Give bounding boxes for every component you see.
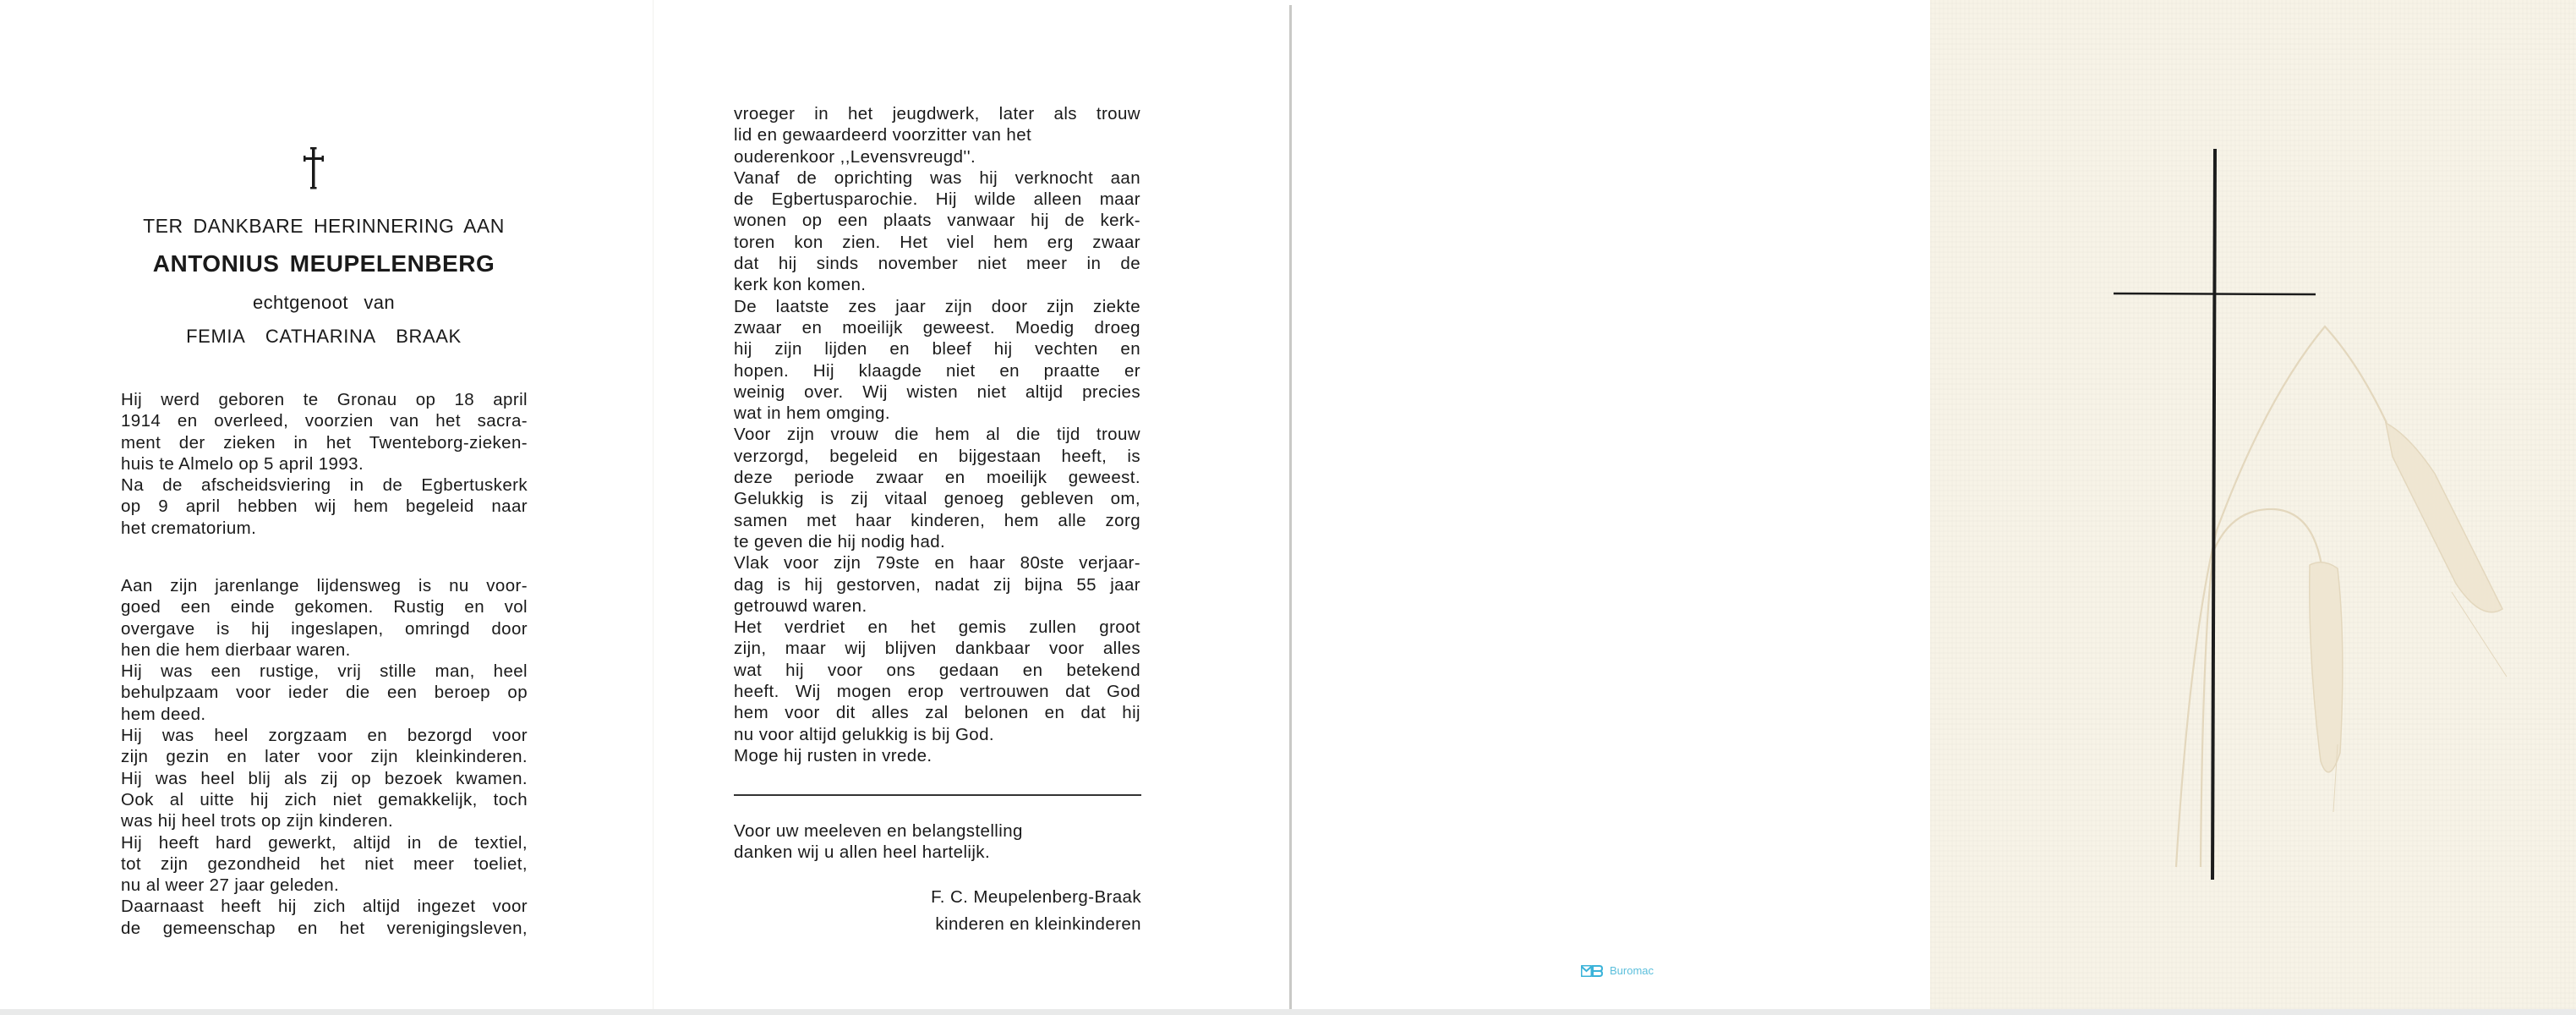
text-line: te geven die hij nodig had. xyxy=(734,531,946,551)
text-line: tot zijn gezondheid het niet meer toeliet, xyxy=(121,853,528,874)
text-line: Aan zijn jarenlange lijdensweg is nu voor- xyxy=(121,576,528,595)
text-line: wat hij voor ons gedaan en betekend xyxy=(734,660,1140,680)
text-line: 1914 en overleed, voorzien van het sacra- xyxy=(121,411,528,431)
text-line: dat hij sinds november niet meer in de xyxy=(734,254,1140,274)
text-line: Na de afscheidsviering in de Egbertuskerk xyxy=(121,475,528,496)
text-line: Voor zijn vrouw die hem al die tijd trouw xyxy=(734,425,1140,445)
text-line: De laatste zes jaar zijn door zijn ziekte xyxy=(734,296,1140,316)
text-line: ouderenkoor ,,Levensvreugd''. xyxy=(734,146,976,167)
text-line: verzorgd, begeleid en bijgestaan heeft, is xyxy=(734,446,1140,466)
text-line: getrouwd waren. xyxy=(734,595,867,616)
text-line: huis te Almelo op 5 april 1993. xyxy=(121,453,364,474)
text-line: op 9 april hebben wij hem begeleid naar xyxy=(121,497,528,517)
scan-edge xyxy=(0,1009,2576,1015)
text-line: ment der zieken in het Twenteborg-zieken- xyxy=(121,432,528,453)
text-line: wonen op een plaats vanwaar hij de kerk- xyxy=(734,211,1140,231)
text-line: behulpzaam voor ieder die een beroep op xyxy=(121,683,528,703)
remembrance-text xyxy=(121,575,528,939)
text-line: deze periode zwaar en moeilijk geweest. xyxy=(734,468,1140,488)
text-line: het crematorium. xyxy=(121,518,257,538)
text-line: danken wij u allen heel hartelijk. xyxy=(734,842,991,863)
deceased-name: ANTONIUS MEUPELENBERG xyxy=(152,250,495,277)
text-line: Hij werd geboren te Gronau op 18 april xyxy=(121,390,528,409)
text-line: Het verdriet en het gemis zullen groot xyxy=(734,617,1140,638)
text-line: weinig over. Wij wisten niet altijd precies xyxy=(734,381,1140,402)
card-front-cover xyxy=(1930,0,2576,1009)
signature-block xyxy=(734,884,1141,938)
spouse-label: echtgenoot van xyxy=(252,292,396,313)
remembrance-text-continued xyxy=(734,103,1140,766)
text-line: hopen. Hij klaagde niet en praatte er xyxy=(734,360,1140,381)
printer-mark xyxy=(1581,964,1654,977)
signature-widow: F. C. Meupelenberg-Braak xyxy=(931,887,1141,907)
text-line: Daarnaast heeft hij zich altijd ingezet voor xyxy=(121,897,528,917)
text-line: Hij was heel zorgzaam en bezorgd voor xyxy=(121,726,528,746)
text-line: Gelukkig is zij vitaal genoeg gebleven om, xyxy=(734,489,1140,509)
text-line: de Egbertusparochie. Hij wilde alleen maar xyxy=(734,189,1140,210)
text-line: samen met haar kinderen, hem alle zorg xyxy=(734,510,1140,530)
text-line: was hij heel trots op zijn kinderen. xyxy=(121,811,394,831)
text-line: Hij heeft hard gewerkt, altijd in de textiel, xyxy=(121,832,528,853)
cross-icon xyxy=(302,146,325,190)
text-line: Hij was een rustige, vrij stille man, heel xyxy=(121,661,528,682)
biography-paragraph xyxy=(121,389,528,539)
text-line: goed een einde gekomen. Rustig en vol xyxy=(121,597,528,617)
buromac-logo-icon xyxy=(1581,965,1603,977)
text-line: hen die hem dierbaar waren. xyxy=(121,639,351,660)
printer-name: Buromac xyxy=(1610,964,1654,977)
spouse-name: FEMIA CATHARINA BRAAK xyxy=(186,326,462,347)
text-line: dag is hij gestorven, nadat zij bijna 55 jaar xyxy=(734,574,1140,595)
dedication-heading: TER DANKBARE HERINNERING AAN xyxy=(143,215,505,237)
text-line: vroeger in het jeugdwerk, later als trouw xyxy=(734,104,1140,123)
text-line: kerk kon komen. xyxy=(734,275,867,295)
text-line: lid en gewaardeerd voorzitter van het xyxy=(734,125,1032,145)
text-line: zijn, maar wij blijven dankbaar voor alles xyxy=(734,639,1140,659)
text-line: zijn gezin en later voor zijn kleinkinderen. xyxy=(121,747,528,767)
text-line: toren kon zien. Het viel hem erg zwaar xyxy=(734,232,1140,252)
text-line: Vanaf de oprichting was hij verknocht aan xyxy=(734,167,1140,188)
text-line: heeft. Wij mogen erop vertrouwen dat God xyxy=(734,682,1140,702)
text-line: nu al weer 27 jaar geleden. xyxy=(121,875,340,896)
thanks-message xyxy=(734,820,1140,864)
text-line: Hij was heel blij als zij op bezoek kwamen. xyxy=(121,768,528,788)
divider-rule xyxy=(734,794,1141,796)
text-line: hem voor dit alles zal belonen en dat hij xyxy=(734,703,1140,723)
card-back-panel xyxy=(1292,0,1930,1009)
text-line: overgave is hij ingeslapen, omringd door xyxy=(121,618,528,639)
text-line: nu voor altijd gelukkig is bij God. xyxy=(734,724,994,744)
text-line: Voor uw meeleven en belangstelling xyxy=(734,821,1023,841)
text-line: hem deed. xyxy=(121,704,206,724)
text-line: Moge hij rusten in vrede. xyxy=(734,745,933,765)
text-line: hij zijn lijden en bleef hij vechten en xyxy=(734,339,1140,359)
text-line: wat in hem omging. xyxy=(734,403,890,424)
text-line: zwaar en moeilijk geweest. Moedig droeg xyxy=(734,317,1140,337)
signature-family: kinderen en kleinkinderen xyxy=(935,914,1141,934)
text-line: Ook al uitte hij zich niet gemakkelijk, toch xyxy=(121,789,528,809)
text-line: Vlak voor zijn 79ste en haar 80ste verjaar- xyxy=(734,553,1140,573)
fold-line xyxy=(653,0,654,1009)
text-line: de gemeenschap en het verenigingsleven, xyxy=(121,918,528,938)
